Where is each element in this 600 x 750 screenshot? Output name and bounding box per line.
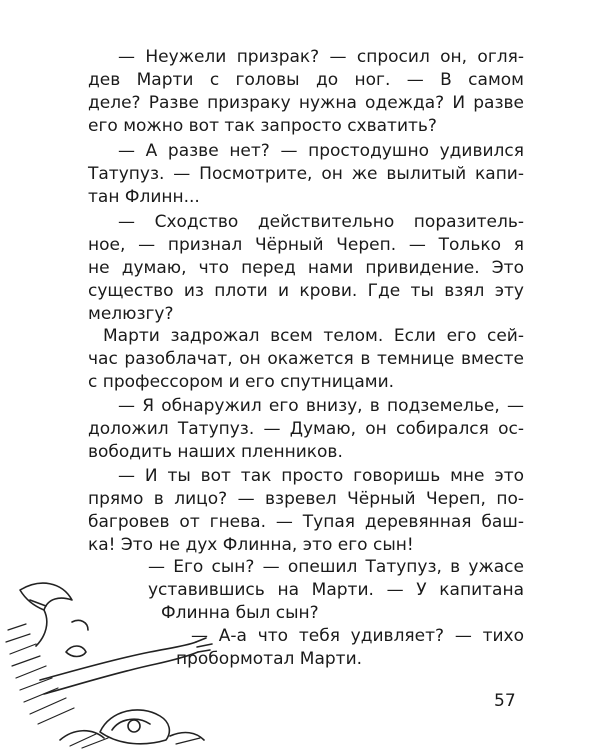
text-line: Татупуз. — Посмотрите, он же вылитый капи- (88, 164, 524, 184)
text-line: — И ты вот так просто говоришь мне это (118, 466, 524, 486)
text-line: деле? Разве призраку нужна одежда? И разве (88, 93, 524, 113)
text-line: прямо в лицо? — взревел Чёрный Череп, по- (88, 489, 524, 509)
text-line: доложил Татупуз. — Думаю, он собирался ос- (88, 419, 524, 439)
text-line: дев Марти с головы до ног. — В самом (88, 70, 524, 90)
text-line: тан Флинн... (88, 187, 200, 207)
text-line: мелюзгу? (88, 304, 174, 324)
text-line: не думаю, что перед нами привидение. Это (88, 258, 524, 278)
text-line: ка! Это не дух Флинна, это его сын! (88, 535, 414, 555)
text-line: вободить наших пленников. (88, 442, 343, 462)
text-line: ное, — признал Чёрный Череп. — Только я (88, 235, 524, 255)
page-number: 57 (494, 691, 516, 711)
text-line: — Я обнаружил его внизу, в подземелье, — (118, 396, 524, 416)
text-line: час разоблачат, он окажется в темнице вместе (88, 349, 524, 369)
sketch-illustration-icon (0, 560, 250, 750)
text-line: существо из плоти и крови. Где ты взял эту (88, 281, 524, 301)
text-line: — Его сын? — опешил Татупуз, в ужасе (148, 557, 524, 577)
text-line: уставившись на Марти. — У капитана (148, 580, 524, 600)
text-line: — А-а что тебя удивляет? — тихо (191, 626, 524, 646)
text-line: — А разве нет? — простодушно удивился (118, 141, 524, 161)
text-line: Флинна был сын? (161, 603, 319, 623)
text-line: его можно вот так запросто схватить? (88, 116, 437, 136)
text-line: — Неужели призрак? — спросил он, огля- (118, 47, 524, 67)
text-line: Марти задрожал всем телом. Если его сей- (103, 326, 524, 346)
text-line: — Сходство действительно поразитель- (118, 212, 524, 232)
text-line: багровев от гнева. — Тупая деревянная баш- (88, 512, 524, 532)
text-line: с профессором и его спутницами. (88, 372, 395, 392)
text-line: пробормотал Марти. (176, 649, 363, 669)
